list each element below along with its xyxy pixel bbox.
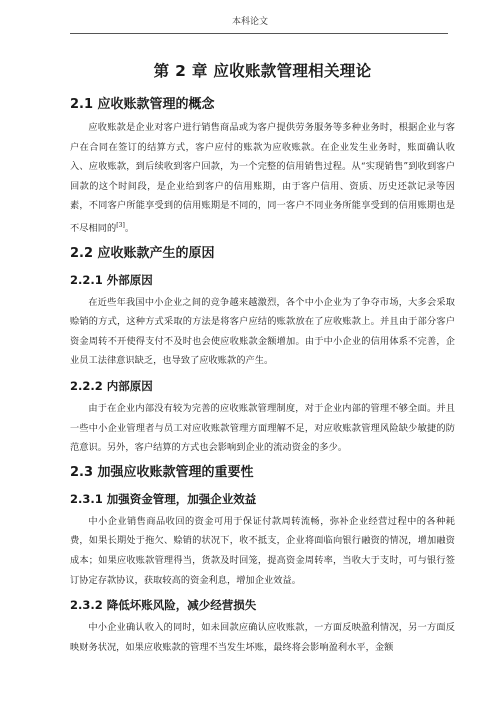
chapter-title: 第 2 章 应收账款管理相关理论 (153, 62, 372, 80)
subsection-heading-2-3-1: 2.3.1 加强资金管理，加强企业效益 (70, 491, 257, 506)
running-header: 本科论文 (231, 17, 268, 27)
section-heading-2-3: 2.3 加强应收账款管理的重要性 (70, 464, 254, 480)
header-rule (70, 33, 448, 34)
page-body (70, 60, 455, 659)
subsection-heading-2-2-1: 2.2.1 外部原因 (70, 272, 153, 287)
section-heading-2-2: 2.2 应收账款产生的原因 (70, 245, 215, 261)
section-paragraph-2-1 (70, 118, 455, 239)
subsection-paragraph-2-3-1: 中小企业销售商品收回的资金可用于保证付款周转流畅，弥补企业经营过程中的各种耗费，如果长期处于拖欠、赊销的状况下，收不抵支，企业将面临向银行融资的情况，增加融资成本；如果应收账款管理得当，货款及时回笼，提高资金周转率，当收大于支时，可与银行签订协定存款协议，获取较高的资金利息，增加企业效益。 (70, 515, 455, 586)
subsection-paragraph-2-2-1: 在近些年我国中小企业之间的竞争越来越激烈，各个中小企业为了争夺市场，大多会采取赊销的方式，这种方式采取的方法是将客户应结的账款放在了应收账款上。并且由于部分客户资金周转不开使得支付不及时也会使应收账款金额增加。由于中小企业的信用体系不完善，企业员工法律意识缺乏，也导致了应收账款的产生。 (70, 296, 455, 367)
subsection-paragraph-2-2-2: 由于在企业内部没有较为完善的应收账款管理制度，对于企业内部的管理不够全面。并且一些中小企业管理者与员工对应收账款管理方面理解不足，对应收账款管理风险缺少敏捷的防范意识。另外，客户结算的方式也会影响到企业的流动资金的多少。 (70, 403, 455, 454)
paragraph-end: 。 (124, 223, 135, 235)
section-heading-2-1: 2.1 应收账款管理的概念 (70, 97, 215, 112)
citation-ref: [3] (116, 221, 125, 229)
paragraph-text: 应收账款是企业对客户进行销售商品或为客户提供劳务服务等多种业务时，根据企业与客户在合同在签订的结算方式，客户应付的账款为应收账款。在企业发生业务时，账面确认收入、应收账款，到后续收到客户回款，为一个完整的信用销售过程。从“实现销售”到收到客户回款的这个时间段，是企业给到客户的信用账期，由于客户信用、资质、历史还款记录等因素，不同客户所能享受到的信用账期是不同的，同一客户不同业务所能享受到的信用账期也是不尽相同的 (70, 122, 455, 235)
subsection-heading-2-3-2: 2.3.2 降低坏账风险，减少经营损失 (70, 598, 257, 613)
subsection-heading-2-2-2: 2.2.2 内部原因 (70, 379, 153, 393)
subsection-paragraph-2-3-2: 中小企业确认收入的同时，如未回款应确认应收账款，一方面反映盈利情况，另一方面反映财务状况，如果应收账款的管理不当发生坏账，最终将会影响盈利水平，金额 (70, 622, 455, 653)
